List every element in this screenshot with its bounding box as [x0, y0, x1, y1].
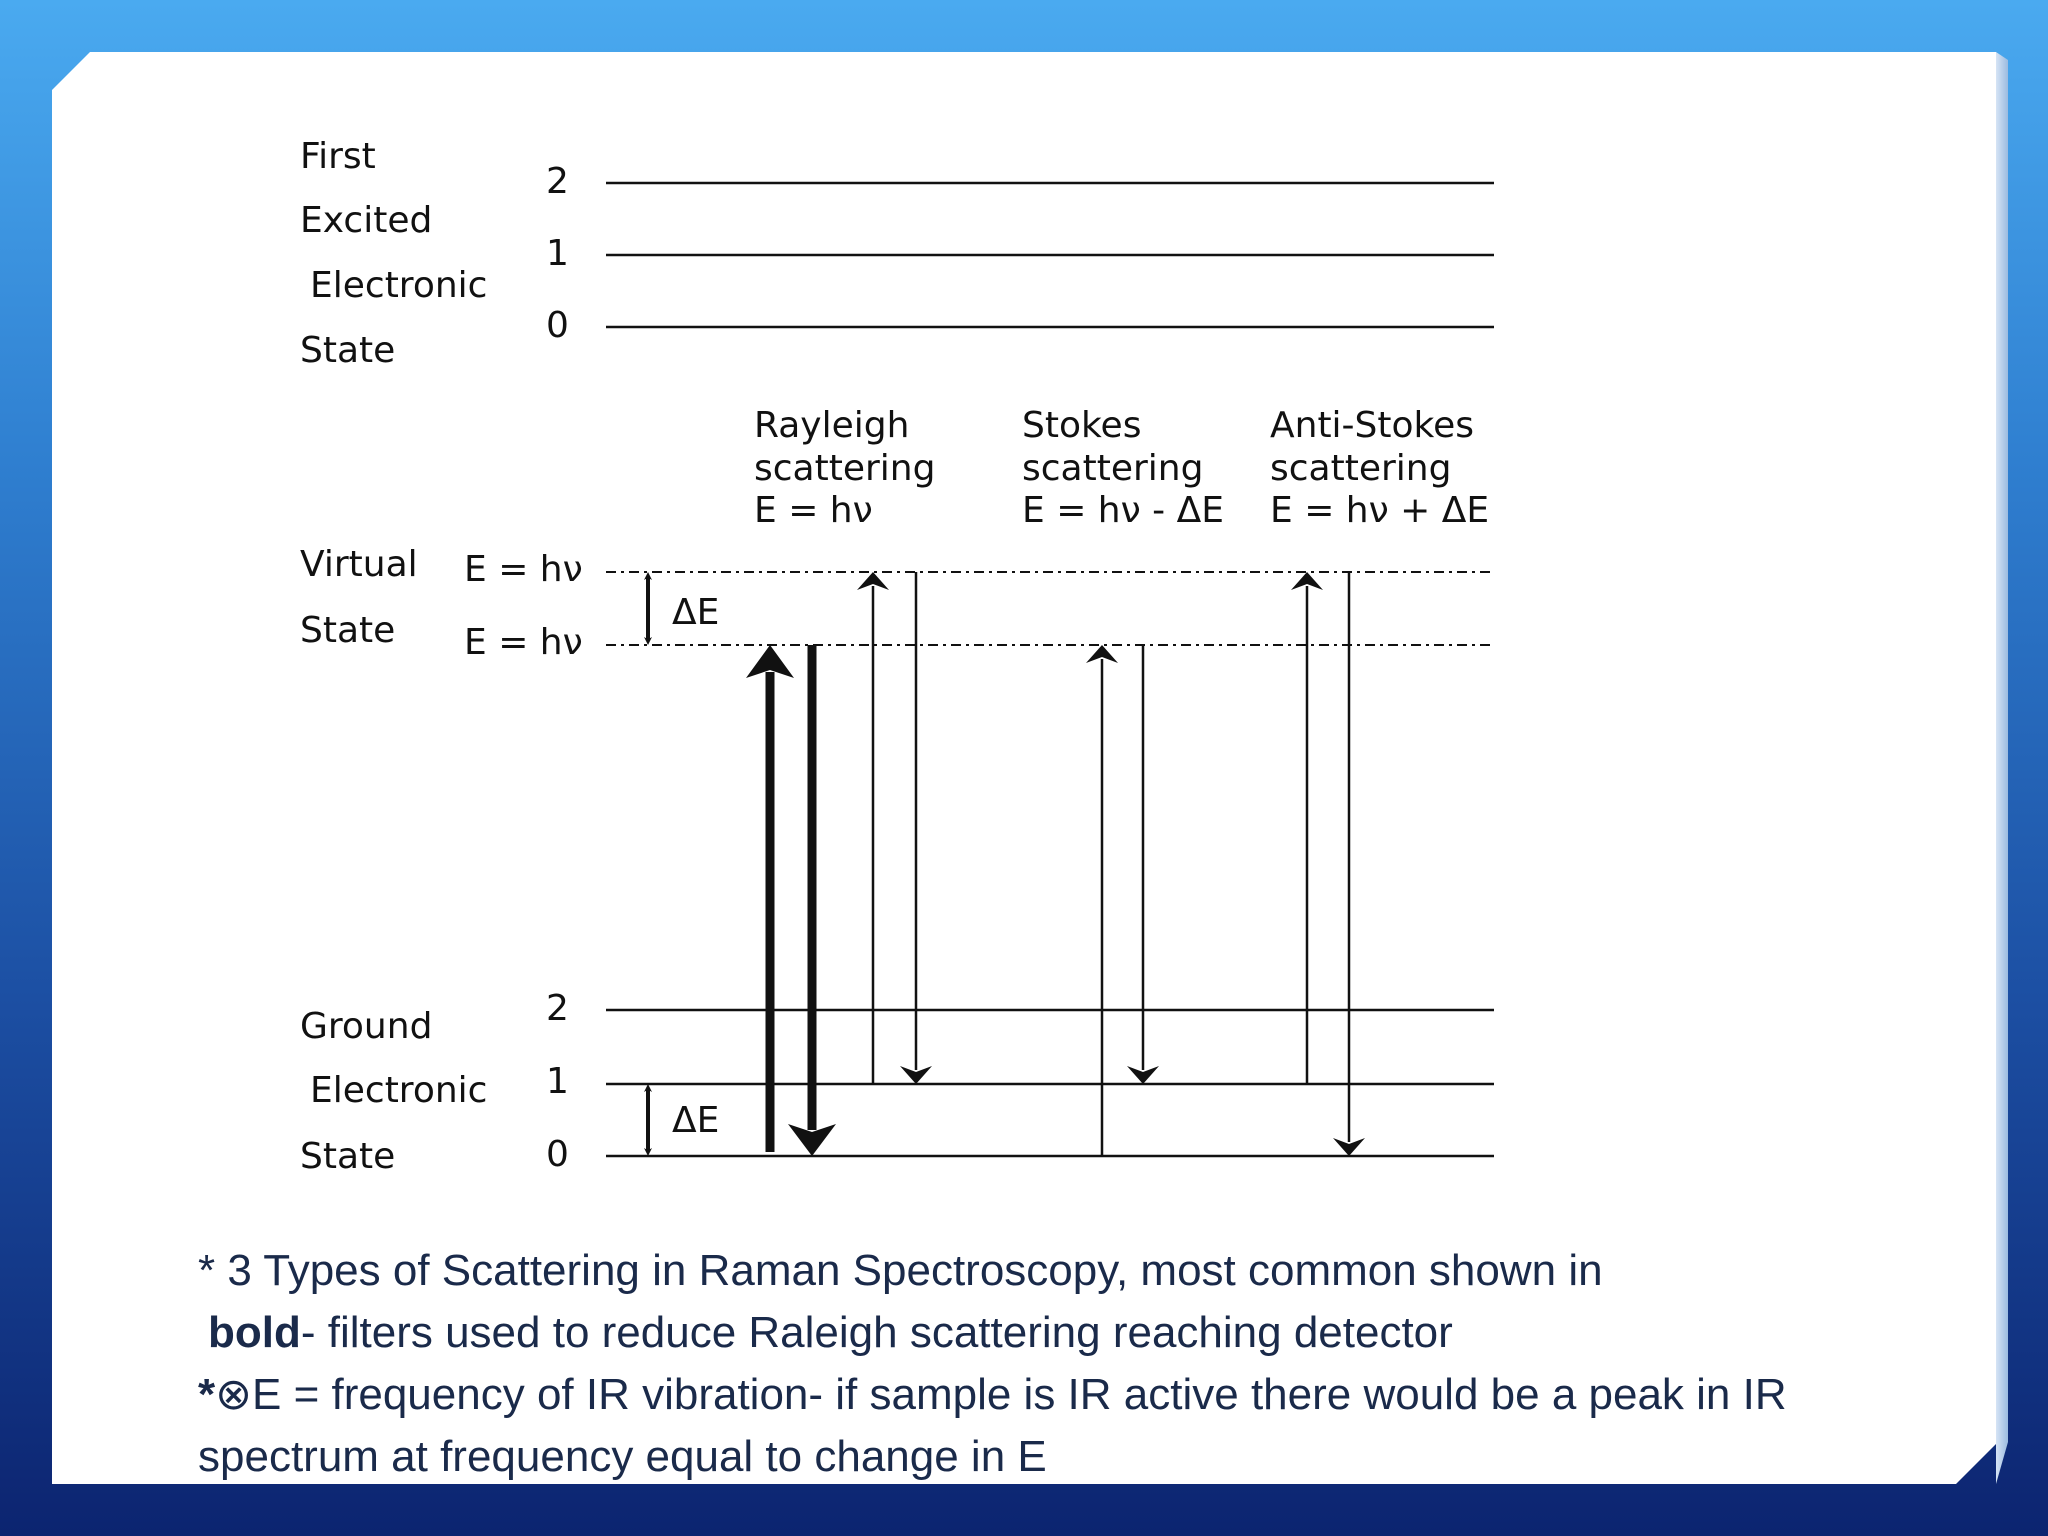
excited-label-line-1: First: [300, 136, 376, 177]
rayleigh-label: [754, 405, 935, 531]
rayleigh-line2: scattering: [754, 448, 936, 489]
ground-delta-e: [648, 1088, 719, 1152]
caption-line-3-rest: ⊗E = frequency of IR vibration- if sample is IR active there would be a peak in IR: [215, 1370, 1787, 1419]
ground-label-line-1: Ground: [300, 1006, 433, 1047]
virtual-energy-upper: E = hν: [464, 549, 583, 590]
caption-star: *: [198, 1370, 216, 1419]
stokes-arrows: [1086, 645, 1159, 1156]
stokes-line2: scattering: [1022, 448, 1204, 489]
excited-label-line-2: Excited: [300, 200, 433, 241]
virtual-delta-e: [648, 576, 719, 641]
excited-label-line-3: Electronic: [310, 265, 488, 306]
caption-line-1: * 3 Types of Scattering in Raman Spectroscopy, most common shown in: [198, 1246, 1603, 1295]
stokes-name: Stokes: [1022, 405, 1142, 446]
caption-line-2-rest: - filters used to reduce Raleigh scattering reaching detector: [300, 1308, 1453, 1357]
excited-level-0: 0: [546, 305, 569, 346]
excited-level-1: 1: [546, 233, 569, 274]
excited-level-2: 2: [546, 161, 569, 202]
excited-state-label: [300, 136, 487, 371]
virtual-label-line-1: Virtual: [300, 544, 418, 585]
slide-caption: [198, 1240, 1898, 1488]
rayleigh-name: Rayleigh: [754, 405, 910, 446]
anti-stokes-arrows: [1291, 572, 1365, 1156]
ground-label-line-3: State: [300, 1136, 396, 1177]
ground-level-0: 0: [546, 1134, 569, 1175]
rayleigh-thin-arrows: [857, 572, 932, 1084]
rayleigh-equation: E = hν: [754, 490, 873, 531]
anti-stokes-equation: E = hν + ΔE: [1270, 490, 1490, 531]
stokes-equation: E = hν - ΔE: [1022, 490, 1224, 531]
anti-stokes-label: [1270, 405, 1489, 531]
virtual-energy-lower: E = hν: [464, 622, 583, 663]
caption-line-4: spectrum at frequency equal to change in E: [198, 1432, 1047, 1481]
ground-level-2: 2: [546, 988, 569, 1029]
ground-level-1: 1: [546, 1061, 569, 1102]
ground-delta-label: ΔE: [672, 1100, 720, 1141]
excited-levels: [546, 161, 1494, 346]
anti-stokes-name: Anti-Stokes: [1270, 405, 1475, 446]
caption-line-3: [198, 1364, 1898, 1426]
virtual-delta-label: ΔE: [672, 592, 720, 633]
caption-bold-word: bold: [208, 1308, 301, 1357]
excited-label-line-4: State: [300, 330, 396, 371]
rayleigh-arrows: [746, 645, 836, 1156]
anti-stokes-line2: scattering: [1270, 448, 1452, 489]
ground-state-label: [300, 1006, 487, 1177]
stokes-label: [1022, 405, 1224, 531]
virtual-label-line-2: State: [300, 610, 396, 651]
ground-label-line-2: Electronic: [310, 1070, 488, 1111]
caption-line-2: [198, 1302, 1898, 1364]
virtual-state-label: [300, 544, 583, 663]
